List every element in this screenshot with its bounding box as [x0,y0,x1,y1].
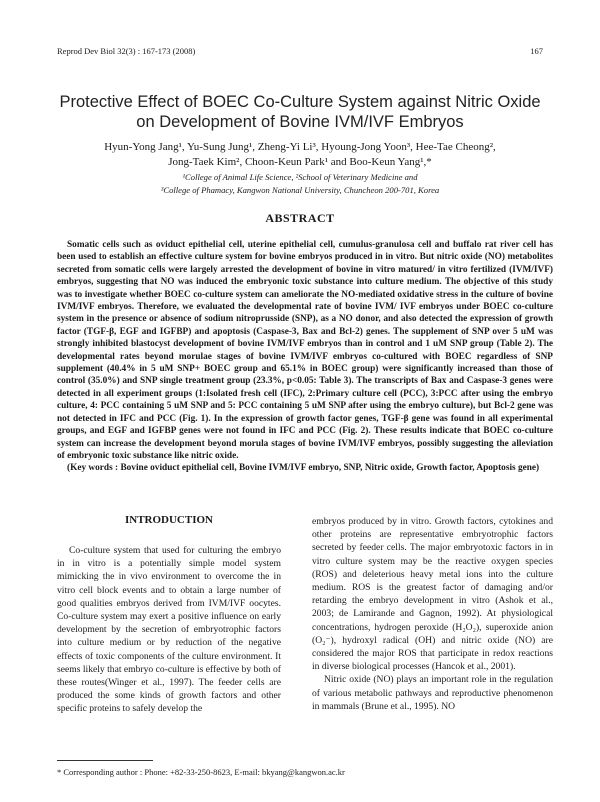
introduction-column-right [312,515,553,713]
title-line-2: on Development of Bovine IVM/IVF Embryos [136,113,464,131]
abstract-block [57,239,553,475]
authors-line-1: Hyun-Yong Jang¹, Yu-Sung Jung¹, Zheng-Yi Li³, Hyoung-Jong Yoon³, Hee-Tae Cheong², [104,141,496,153]
keywords: (Key words : Bovine oviduct epithelial cell, Bovine IVM/IVF embryo, SNP, Nitric oxide, Growth factor, Apoptosis gene) [67,463,540,474]
author-list [40,140,560,170]
intro-paragraph-3: Nitric oxide (NO) plays an important role in the regulation of various metabolic pathways and reproductive phenomenon in mammals (Brune et al., 1995). NO [312,674,553,712]
intro-paragraph-1: Co-culture system that used for culturing the embryo in in vitro is a potentially simple model system mimicking the in vivo environment to overcome the in vitro cell block events and to obtain a large number of good qualities embryos derived from IVM/IVF oocytes. Co-culture system may exert a positive influence on early development by the secretion of embryotrophic factors into culture medium or by reduction of the negative effects of toxic components of the culture environment. It seems likely that embryo co-culture is effective by both of these routes(Winger et al., 1997). The feeder cells are produced the some kinds of growth factors and other specific proteins to safely develop the [57,545,281,715]
paper-title [40,92,560,132]
intro-paragraph-2: embryos produced by in vitro. Growth factors, cytokines and other proteins are representative embryotrophic factors secreted by feeder cells. The major embryotoxic factors in in vitro culture system may be the reactive oxygen species (ROS) and deleterious heavy metal ions into the culture medium. ROS is the greatest factor of damaging and/or retarding the embryo development in vitro (Ashok et al., 2003; de Lamirande and Gagnon, 1992). At physiological concentrations, hydrogen peroxide (H₂O₂), superoxide anion (O₂⁻), hydroxyl radical (OH) and nitric oxide (NO) are considered the major ROS that participate in redox reactions in diverse biological processes (Hancok et al., 2001). [312,516,553,673]
introduction-column-left [57,544,281,716]
title-line-1: Protective Effect of BOEC Co-Culture System against Nitric Oxide [59,93,541,111]
footnote-divider [57,760,153,761]
introduction-heading: INTRODUCTION [124,514,213,526]
authors-line-2: Jong-Taek Kim², Choon-Keun Park¹ and Boo-Keun Yang¹,* [168,156,432,168]
affiliation-line-2: ³College of Phamacy, Kangwon National University, Chuncheon 200-701, Korea [160,185,440,195]
journal-citation: Reprod Dev Biol 32(3) : 167-173 (2008) [57,46,196,56]
abstract-body: Somatic cells such as oviduct epithelial cell, uterine epithelial cell, cumulus-granulosa cell and buffalo rat river cell has been used to establish an effective culture system for bovine embryos produced in in vitro. But nitric oxide (NO) metabolites secreted from somatic cells were largely arrested the development of bovine in vitro matured/ in vitro fertilized (IVM/IVF) embryos, suggesting that NO was induced the embryonic toxic substance into culture medium. The objective of this study was to investigate whether BOEC co-culture system can ameliorate the NO-mediated oxidative stress in the culture of bovine IVM/IVF embryos. Therefore, we evaluated the developmental rate of bovine IVM/ IVF embryos under BOEC co-culture system in the presence or absence of sodium nitroprusside (SNP), as a NO donor, and also detected the expression of growth factor (TGF-β, EGF and IGFBP) and apoptosis (Caspase-3, Bax and Bcl-2) genes. The supplement of SNP over 5 uM was strongly inhibited blastocyst development of bovine IVM/IVF embryos than in control and 1 uM SNP group (Table 2). The developmental rates beyond morulae stages of bovine IVM/IVF embryos co-cultured with BOEC regardless of SNP supplement (40.4% in 5 uM SNP+ BOEC group and 65.1% in BOEC group) were significantly increased than those of control (35.0%) and SNP single treatment group (23.3%, p<0.05: Table 3). The transcripts of Bax and Caspase-3 genes were detected in all experiment groups (1:Isolated fresh cell (IFC), 2:Primary culture cell (PCC), 3:PCC after using the embryo culture, 4: PCC containing 5 uM SNP and 5: PCC containing 5 uM SNP after using the embryo culture), but Bcl-2 gene was not detected in IFC and PCC (Fig. 1). In the expression of growth factor genes, TGF-β gene was found in all experimental groups, and EGF and IGFBP genes were not found in IFC and PCC (Fig. 2). These results indicate that BOEC co-culture system can increase the development beyond morula stages of bovine IVM/IVF embryos, possibly suggesting the alleviation of embryonic toxic substance like nitric oxide. [57,240,553,461]
page-number: 167 [530,46,543,56]
corresponding-author-footnote: * Corresponding author : Phone: +82-33-250-8623, E-mail: bkyang@kangwon.ac.kr [57,767,345,777]
abstract-heading: ABSTRACT [265,211,335,225]
affiliation-line-1: ¹College of Animal Life Science, ²School of Veterinary Medicine and [182,172,418,182]
